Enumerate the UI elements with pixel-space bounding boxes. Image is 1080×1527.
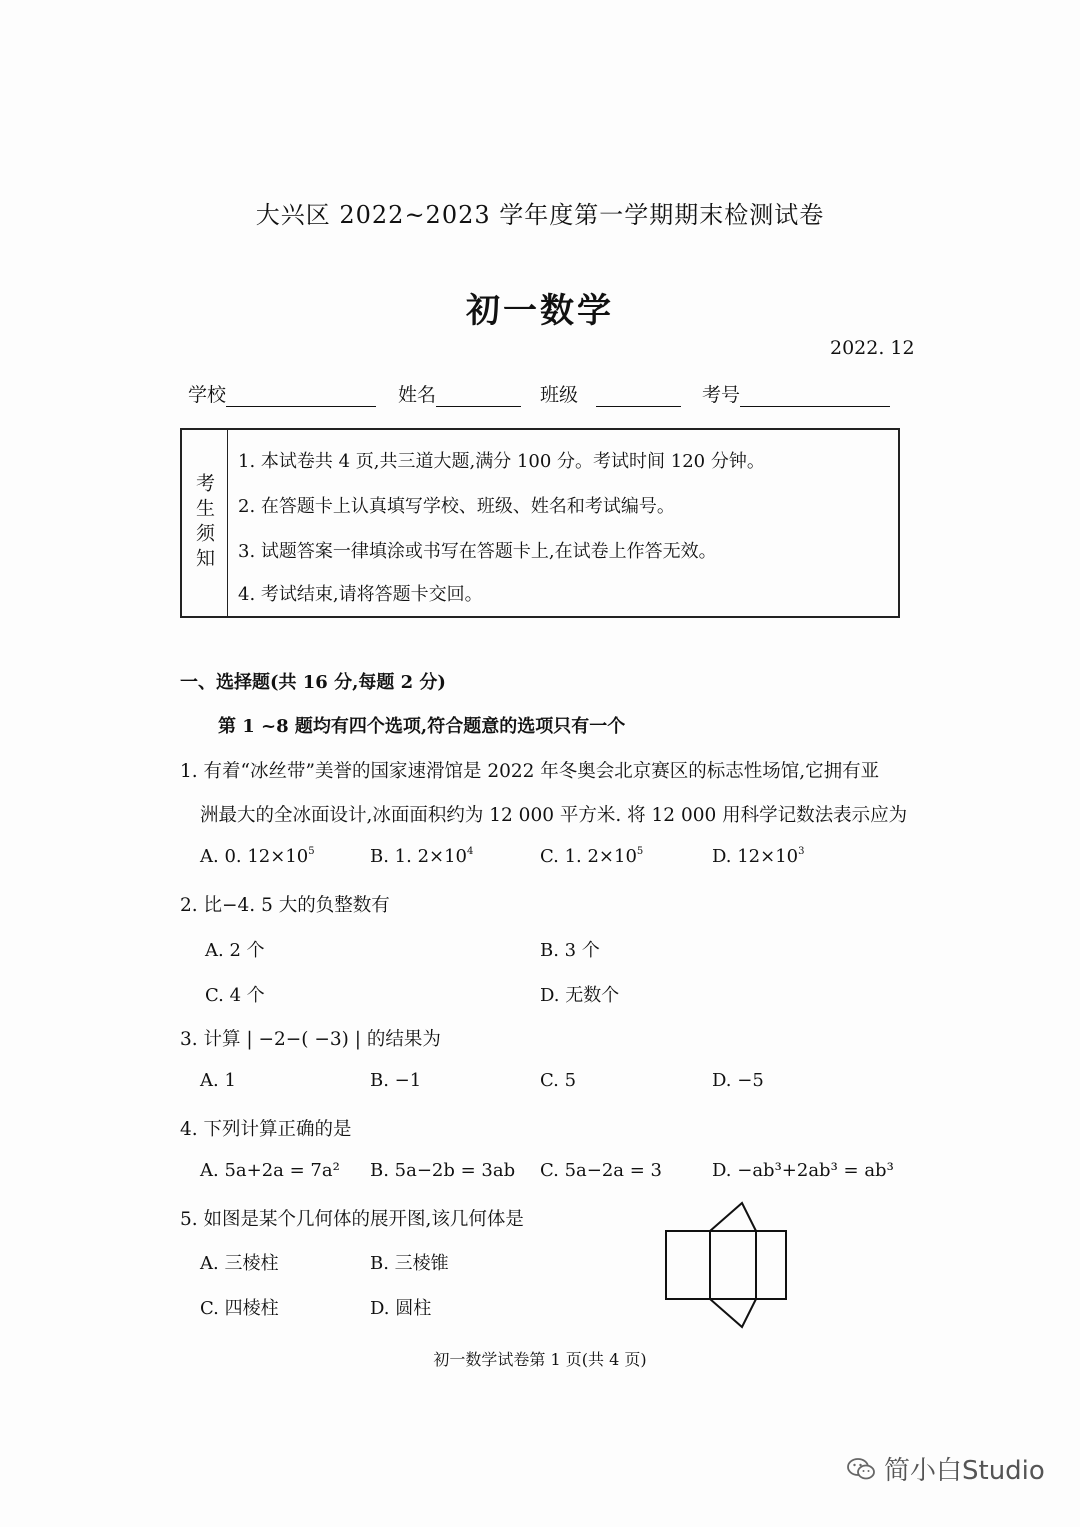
question-1-line-2: 洲最大的全冰面设计,冰面面积约为 12 000 平方米. 将 12 000 用科学记数法表示应为 bbox=[200, 805, 908, 826]
q4-option-d[interactable]: D. −ab³+2ab³ = ab³ bbox=[712, 1160, 894, 1181]
page-footer: 初一数学试卷第 1 页(共 4 页) bbox=[433, 1350, 647, 1369]
name-field[interactable] bbox=[398, 380, 521, 407]
q2-option-a[interactable]: A. 2 个 bbox=[205, 940, 265, 961]
wechat-icon bbox=[846, 1456, 876, 1482]
school-label: 学校 bbox=[188, 384, 227, 406]
q3-option-d[interactable]: D. −5 bbox=[712, 1070, 764, 1091]
q1-option-a[interactable]: A. 0. $12\times 10^5$ bbox=[200, 846, 315, 867]
q3-option-c[interactable]: C. 5 bbox=[540, 1070, 577, 1091]
q1-option-c[interactable]: C. 1. $2\times 10^5$ bbox=[540, 846, 644, 867]
q4-option-a[interactable]: A. 5a+2a = 7a² bbox=[200, 1160, 340, 1181]
watermark-text: 简小白Studio bbox=[884, 1456, 1045, 1486]
class-label: 班级 bbox=[540, 384, 579, 406]
question-3: 3. 计算 | −2−( −3) | 的结果为 bbox=[180, 1029, 441, 1050]
q1-option-b[interactable]: B. 1. $2\times 10^4$ bbox=[370, 846, 474, 867]
watermark bbox=[846, 1450, 1045, 1487]
school-field[interactable] bbox=[188, 380, 376, 407]
name-blank[interactable] bbox=[436, 384, 521, 407]
q1-option-d[interactable]: D. $12\times 10^3$ bbox=[712, 846, 805, 867]
q3-option-a[interactable]: A. 1 bbox=[200, 1070, 236, 1091]
notice-label: 考生须知 bbox=[182, 430, 228, 616]
question-1-line-1: 1. 有着“冰丝带”美誉的国家速滑馆是 2022 年冬奥会北京赛区的标志性场馆,它拥有亚 bbox=[180, 761, 880, 782]
q5-option-d[interactable]: D. 圆柱 bbox=[370, 1298, 432, 1319]
class-field[interactable] bbox=[540, 380, 681, 407]
notice-item: 3. 试题答案一律填涂或书写在答题卡上,在试卷上作答无效。 bbox=[238, 541, 717, 562]
q5-option-b[interactable]: B. 三棱锥 bbox=[370, 1253, 449, 1274]
exam-date: 2022. 12 bbox=[830, 337, 915, 359]
q5-option-c[interactable]: C. 四棱柱 bbox=[200, 1298, 279, 1319]
prism-net-figure bbox=[660, 1200, 792, 1332]
q2-option-b[interactable]: B. 3 个 bbox=[540, 940, 600, 961]
exam-number-field[interactable] bbox=[702, 380, 890, 407]
net-top-triangle bbox=[710, 1203, 756, 1231]
class-blank[interactable] bbox=[596, 384, 681, 407]
question-5: 5. 如图是某个几何体的展开图,该几何体是 bbox=[180, 1209, 524, 1230]
notice-item: 1. 本试卷共 4 页,共三道大题,满分 100 分。考试时间 120 分钟。 bbox=[238, 451, 765, 472]
net-rectangles-outline bbox=[666, 1231, 786, 1299]
q5-option-a[interactable]: A. 三棱柱 bbox=[200, 1253, 279, 1274]
q4-option-c[interactable]: C. 5a−2a = 3 bbox=[540, 1160, 663, 1181]
section-subheading: 第 1 ~8 题均有四个选项,符合题意的选项只有一个 bbox=[218, 716, 626, 737]
exam-number-label: 考号 bbox=[702, 384, 741, 406]
q2-option-d[interactable]: D. 无数个 bbox=[540, 985, 620, 1006]
q3-option-b[interactable]: B. −1 bbox=[370, 1070, 422, 1091]
subject-title: 初一数学 bbox=[466, 291, 614, 331]
exam-number-blank[interactable] bbox=[740, 384, 890, 407]
school-blank[interactable] bbox=[226, 384, 376, 407]
q4-option-b[interactable]: B. 5a−2b = 3ab bbox=[370, 1160, 516, 1181]
name-label: 姓名 bbox=[398, 384, 437, 406]
notice-item: 4. 考试结束,请将答题卡交回。 bbox=[238, 584, 483, 605]
question-2: 2. 比−4. 5 大的负整数有 bbox=[180, 895, 390, 916]
net-bottom-triangle bbox=[710, 1299, 756, 1327]
notice-item: 2. 在答题卡上认真填写学校、班级、姓名和考试编号。 bbox=[238, 496, 675, 517]
section-heading: 一、选择题(共 16 分,每题 2 分) bbox=[180, 672, 446, 693]
q2-option-c[interactable]: C. 4 个 bbox=[205, 985, 265, 1006]
question-4: 4. 下列计算正确的是 bbox=[180, 1119, 352, 1140]
exam-title: 大兴区 2022~2023 学年度第一学期期末检测试卷 bbox=[255, 201, 825, 229]
notice-box bbox=[180, 428, 900, 618]
